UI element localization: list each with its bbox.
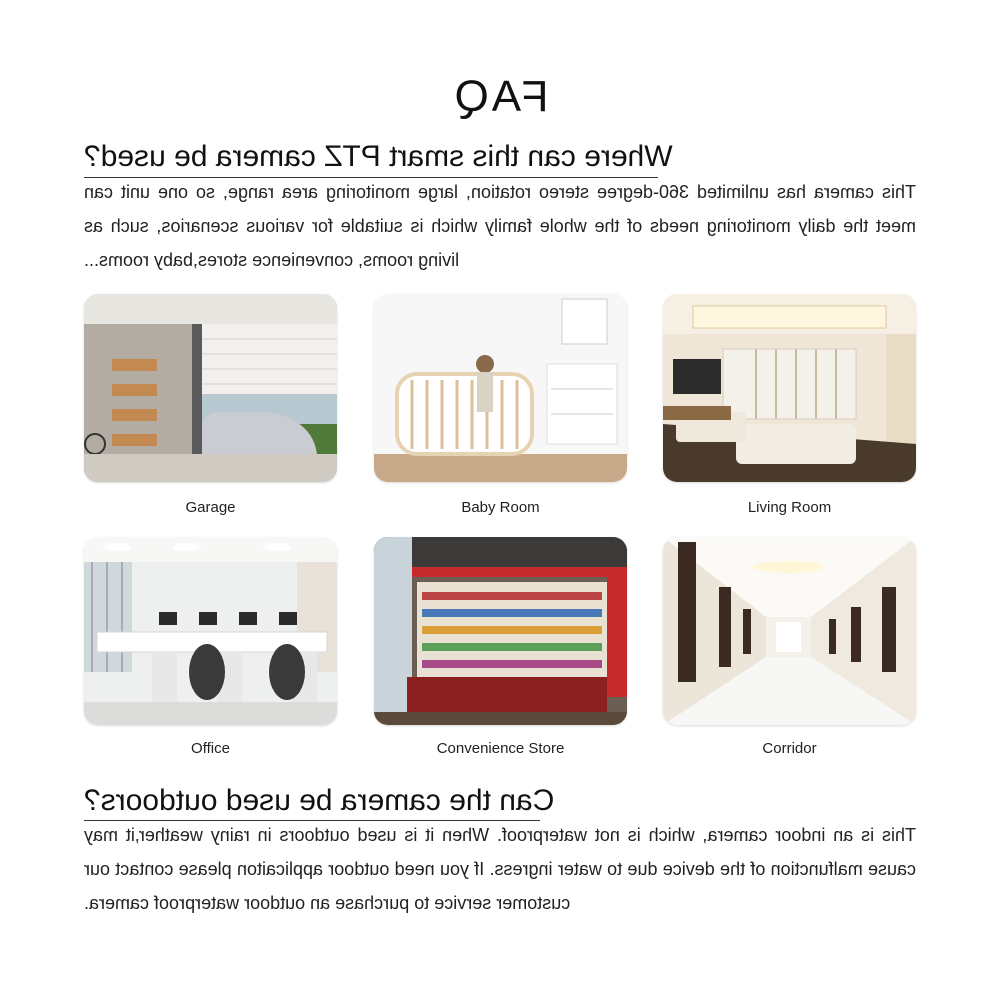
scene-caption-garage: Garage xyxy=(185,499,236,516)
question-heading-outdoor: Can the camera be used outdoors? xyxy=(84,784,555,817)
scene-caption-corridor: Corridor xyxy=(762,740,817,757)
convenience-store-photo xyxy=(374,537,627,725)
living-room-photo xyxy=(663,294,916,482)
scene-caption-office: Office xyxy=(191,740,230,757)
baby-room-photo xyxy=(374,294,627,482)
corridor-photo xyxy=(663,537,916,725)
scene-caption-convenience-store: Convenience Store xyxy=(436,740,565,757)
scene-caption-living-room: Living Room xyxy=(747,499,832,516)
garage-photo xyxy=(84,294,337,482)
scene-caption-baby-room: Baby Room xyxy=(461,499,540,516)
answer-outdoor: This is an indoor camera, which is not waterproof. When it is used outdoors in rainy weather,it may cause malfunction of the device due to water ingress. If you need outdoor applicaiton please contact our customer service to purchase an outdoor waterproof camera. xyxy=(84,825,916,913)
office-photo xyxy=(84,537,337,725)
question-heading-usage: Where can this smart PTZ camera be used? xyxy=(84,140,673,173)
page-title: FAQ xyxy=(451,72,549,121)
answer-usage: This camera has unlimited 360-degree stereo rotation, large monitoring area range, so one unit can meet the daily monitoring needs of the whole family which is suitable for various scenarios, such as living rooms, convenience stores,baby rooms... xyxy=(84,182,916,270)
